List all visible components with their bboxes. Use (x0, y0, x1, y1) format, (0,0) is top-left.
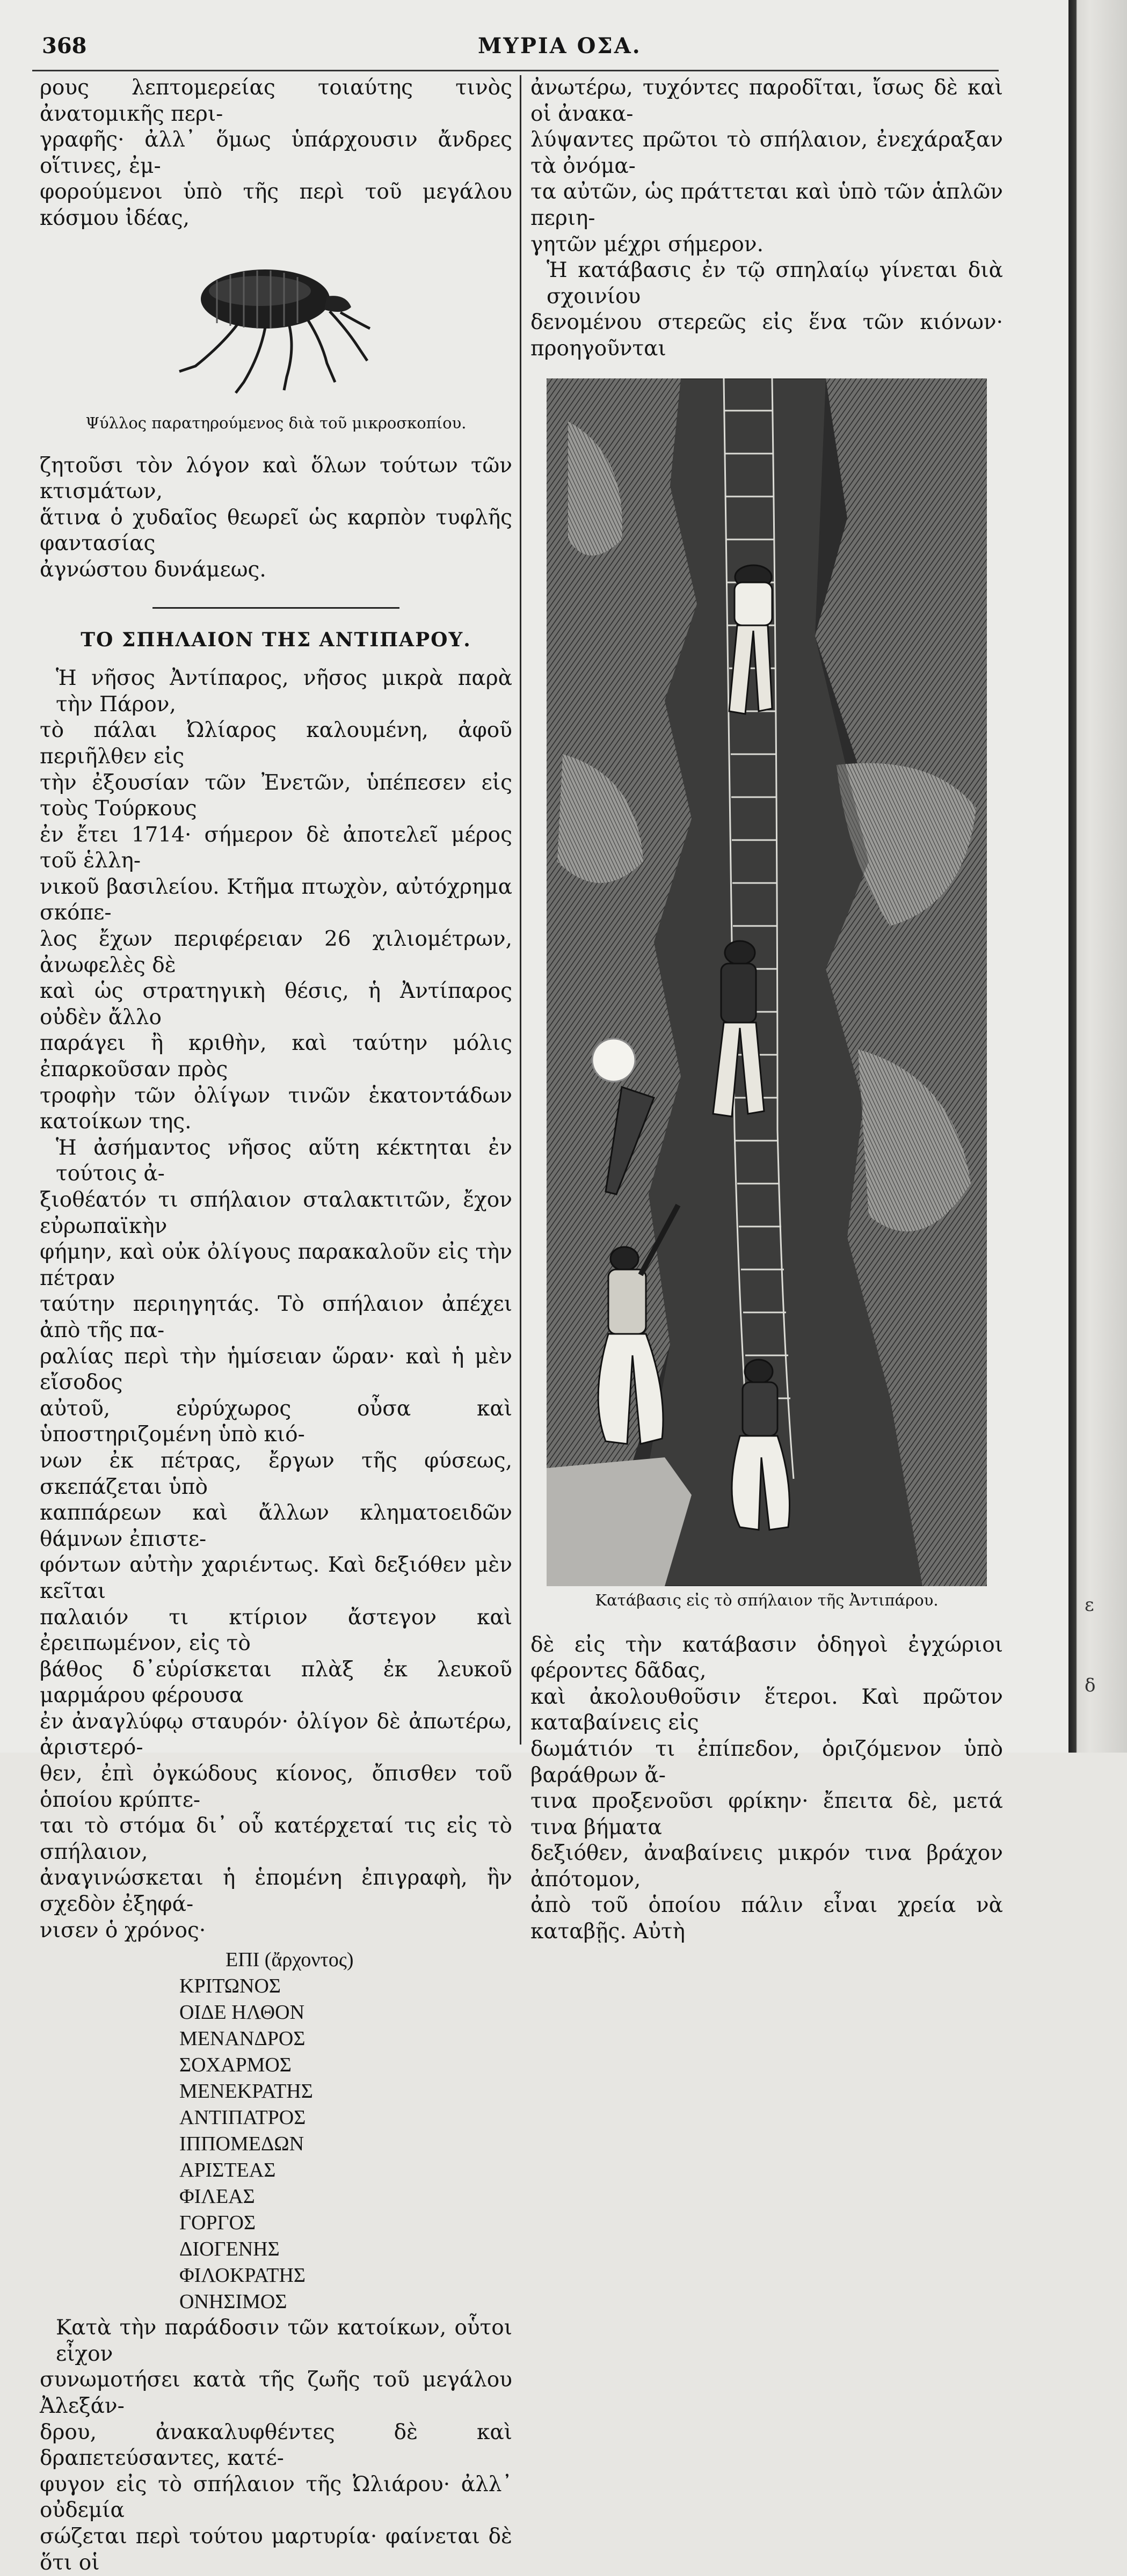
left-column (40, 75, 512, 2576)
flea-engraving-icon (174, 248, 378, 398)
closing-paragraph (40, 2315, 512, 2576)
text-line: σώζεται περὶ τούτου μαρτυρία· φαίνεται δὲ ὅτι οἱ (40, 2524, 512, 2575)
text-line: ται τὸ στόμα δι᾽ οὗ κατέρχεταί τις εἰς τὸ σπήλαιον, (40, 1814, 512, 1864)
inscription-line: ΟΙΔΕ ΗΛΘΟΝ (179, 2001, 305, 2024)
text-line: καὶ ἀκολουθοῦσιν ἕτεροι. Καὶ πρῶτον καταβαίνεις εἰς (530, 1684, 1003, 1735)
text-line: φόντων αὐτὴν χαριέντως. Καὶ δεξιόθεν μὲν κεῖται (40, 1553, 512, 1603)
text-line: ρους λεπτομερείας τοιαύτης τινὸς ἀνατομικῆς περι- (40, 76, 512, 126)
column-divider (520, 75, 521, 1745)
cave-descent-engraving (547, 378, 987, 1586)
engraving-caption: Κατάβασις εἰς τὸ σπήλαιον τῆς Ἀντιπάρου. (595, 1590, 939, 1609)
text-line: καὶ ὡς στρατηγικὴ θέσις, ἡ Ἀντίπαρος οὐδὲν ἄλλο (40, 979, 512, 1030)
running-head (38, 33, 988, 65)
text-line: αὐτοῦ, εὐρύχωρος οὖσα καὶ ὑποστηριζομένη ὑπὸ κιό- (40, 1396, 512, 1447)
text-line: νων ἐκ πέτρας, ἔργων τῆς φύσεως, σκεπάζεται ὑπὸ (40, 1448, 512, 1499)
page-number: 368 (42, 33, 87, 59)
text-line: τροφὴν τῶν ὀλίγων τινῶν ἑκατοντάδων κατοίκων της. (40, 1083, 512, 1134)
inscription-line: ΕΠΙ (ἄρχοντος) (226, 1949, 354, 1972)
inscription-line: ΜΕΝΑΝΔΡΟΣ (179, 2027, 306, 2050)
right-column (530, 75, 1003, 1945)
text-line: δεξιόθεν, ἀναβαίνεις μικρόν τινα βράχον ἀπότομον, (530, 1841, 1003, 1892)
inscription-block (179, 1947, 512, 2315)
text-line: δενομένου στερεῶς εἰς ἕνα τῶν κιόνων· προηγοῦνται (530, 310, 1003, 361)
text-line: νικοῦ βασιλείου. Κτῆμα πτωχὸν, αὐτόχρημα σκόπε- (40, 874, 512, 925)
inscription-line: ΟΝΗΣΙΜΟΣ (179, 2290, 287, 2314)
flea-illustration (40, 237, 512, 409)
text-line: φορούμενοι ὑπὸ τῆς περὶ τοῦ μεγάλου κόσμου ἰδέας, (40, 180, 512, 230)
header-rule (32, 70, 999, 71)
inscription-line: ΔΙΟΓΕΝΗΣ (179, 2238, 280, 2261)
text-line: ἀνωτέρω, τυχόντες παροδῖται, ἴσως δὲ καὶ οἱ ἀνακα- (530, 76, 1003, 126)
text-line: ἀναγινώσκεται ἡ ἑπομένη ἐπιγραφὴ, ἣν σχεδὸν ἐξηφά- (40, 1866, 512, 1917)
text-line: φυγον εἰς τὸ σπήλαιον τῆς Ὠλιάρου· ἀλλ᾽ οὐδεμία (40, 2472, 512, 2523)
right-top-paragraph (530, 75, 1003, 362)
flea-caption: Ψύλλος παρατηρούμενος διὰ τοῦ μικροσκοπίου. (85, 413, 467, 432)
text-line: Κατὰ τὴν παράδοσιν τῶν κατοίκων, οὗτοι εἶχον (56, 2316, 512, 2366)
after-flea-paragraph (40, 453, 512, 583)
text-line: γραφῆς· ἀλλ᾽ ὅμως ὑπάρχουσιν ἄνδρες οἵτινες, ἐμ- (40, 128, 512, 178)
text-line: ταύτην περιηγητάς. Τὸ σπήλαιον ἀπέχει ἀπὸ τῆς πα- (40, 1292, 512, 1342)
right-bottom-paragraph (530, 1632, 1003, 1945)
text-line: λος ἔχων περιφέρειαν 26 χιλιομέτρων, ἀνωφελὲς δὲ (40, 927, 512, 977)
section-separator (152, 607, 399, 609)
intro-paragraph (40, 75, 512, 232)
text-line: παλαιόν τι κτίριον ἄστεγον καὶ ἐρειπωμένον, εἰς τὸ (40, 1605, 512, 1656)
text-line: Ἡ κατάβασις ἐν τῷ σπηλαίῳ γίνεται διὰ σχοινίου (547, 258, 1003, 309)
inscription-line: ΣΟΧΑΡΜΟΣ (179, 2054, 292, 2077)
facing-page-edge (1068, 0, 1127, 1753)
text-line: ἐν ἔτει 1714· σήμερον δὲ ἀποτελεῖ μέρος τοῦ ἑλλη- (40, 822, 512, 873)
text-line: τα αὐτῶν, ὡς πράττεται καὶ ὑπὸ τῶν ἁπλῶν περιη- (530, 180, 1003, 230)
inscription-line: ΙΠΠΟΜΕΔΩΝ (179, 2133, 304, 2156)
inscription-line: ΦΙΛΕΑΣ (179, 2185, 255, 2208)
inscription-line: ΑΡΙΣΤΕΑΣ (179, 2159, 276, 2182)
cave-engraving-icon (547, 378, 987, 1586)
text-line: δὲ εἰς τὴν κατάβασιν ὁδηγοὶ ἐγχώριοι φέροντες δᾶδας, (530, 1632, 1003, 1683)
text-line: θεν, ἐπὶ ὀγκώδους κίονος, ὄπισθεν τοῦ ὁποίου κρύπτε- (40, 1762, 512, 1812)
text-line: Ἡ νῆσος Ἀντίπαρος, νῆσος μικρὰ παρὰ τὴν Πάρον, (56, 666, 512, 717)
text-line: λύψαντες πρῶτοι τὸ σπήλαιον, ἐνεχάραξαν τὰ ὀνόμα- (530, 128, 1003, 178)
text-line: ραλίας περὶ τὴν ἡμίσειαν ὥραν· καὶ ἡ μὲν εἴσοδος (40, 1344, 512, 1395)
text-line: παράγει ἢ κριθὴν, καὶ ταύτην μόλις ἐπαρκοῦσαν πρὸς (40, 1031, 512, 1082)
inscription-line: ΦΙΛΟΚΡΑΤΗΣ (179, 2264, 306, 2287)
inscription-line: ΑΝΤΙΠΑΤΡΟΣ (179, 2106, 306, 2129)
text-line: Ἡ ἀσήμαντος νῆσος αὕτη κέκτηται ἐν τούτοις ἀ- (56, 1135, 512, 1186)
journal-title: ΜΥΡΙΑ ΟΣΑ. (478, 33, 642, 59)
text-line: γητῶν μέχρι σήμερον. (530, 232, 764, 257)
text-line: ἅτινα ὁ χυδαῖος θεωρεῖ ὡς καρπὸν τυφλῆς φαντασίας (40, 505, 512, 556)
inscription-line: ΚΡΙΤΩΝΟΣ (179, 1975, 281, 1998)
text-line: ἀπὸ τοῦ ὁποίου πάλιν εἶναι χρεία νὰ καταβῇς. Αὐτὴ (530, 1893, 1003, 1944)
text-line: νισεν ὁ χρόνος· (40, 1918, 206, 1943)
text-line: τὴν ἐξουσίαν τῶν Ἐνετῶν, ὑπέπεσεν εἰς τοὺς Τούρκους (40, 770, 512, 821)
text-line: δρου, ἀνακαλυφθέντες δὲ καὶ δραπετεύσαντες, κατέ- (40, 2420, 512, 2471)
text-line: τινα προξενοῦσι φρίκην· ἔπειτα δὲ, μετά τινα βήματα (530, 1789, 1003, 1840)
text-line: ξιοθέατόν τι σπήλαιον σταλακτιτῶν, ἔχον εὐρωπαϊκὴν (40, 1188, 512, 1238)
inscription-line: ΓΟΡΓΟΣ (179, 2212, 256, 2235)
text-line: φήμην, καὶ οὐκ ὀλίγους παρακαλοῦν εἰς τὴν πέτραν (40, 1240, 512, 1290)
margin-fragment: δ (1085, 1675, 1096, 1696)
text-line: ζητοῦσι τὸν λόγον καὶ ὅλων τούτων τῶν κτισμάτων, (40, 453, 512, 504)
inscription-line: ΜΕΝΕΚΡΑΤΗΣ (179, 2080, 313, 2103)
article-body (40, 666, 512, 1944)
text-line: βάθος δ᾽εὑρίσκεται πλὰξ ἐκ λευκοῦ μαρμάρου φέρουσα (40, 1657, 512, 1708)
text-line: καππάρεων καὶ ἄλλων κληματοειδῶν θάμνων ἐπιστε- (40, 1501, 512, 1551)
text-line: ἐν ἀναγλύφῳ σταυρόν· ὀλίγον δὲ ἀπωτέρω, ἀριστερό- (40, 1709, 512, 1760)
text-line: δωμάτιόν τι ἐπίπεδον, ὁριζόμενον ὑπὸ βαράθρων ἄ- (530, 1736, 1003, 1787)
margin-fragment: ε (1085, 1594, 1094, 1616)
article-title: ΤΟ ΣΠΗΛΑΙΟΝ ΤΗΣ ΑΝΤΙΠΑΡΟΥ. (81, 628, 471, 651)
text-line: ἀγνώστου δυνάμεως. (40, 557, 266, 582)
text-line: τὸ πάλαι Ὠλίαρος καλουμένη, ἀφοῦ περιῆλθεν εἰς (40, 718, 512, 769)
text-line: συνωμοτήσει κατὰ τῆς ζωῆς τοῦ μεγάλου Ἀλεξάν- (40, 2368, 512, 2418)
